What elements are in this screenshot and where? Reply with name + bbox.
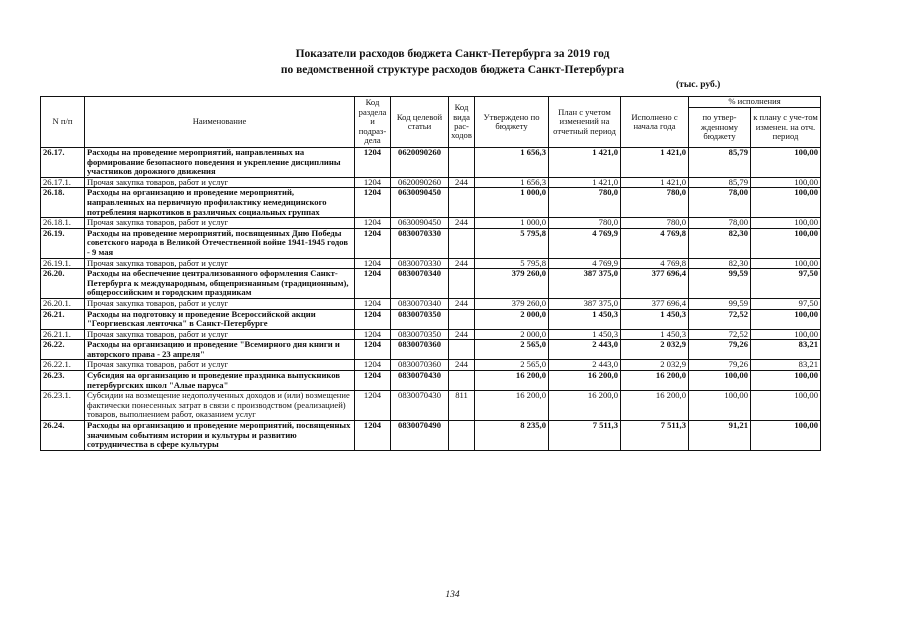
row-kod-celevoy: 0830070430	[391, 391, 449, 421]
row-utverzhdeno: 1 656,3	[475, 148, 549, 178]
row-pct-utv: 91,21	[689, 421, 751, 451]
row-pct-utv: 82,30	[689, 228, 751, 258]
row-kod-vida	[449, 421, 475, 451]
document-title-line-2: по ведомственной структуре расходов бюджета Санкт-Петербурга	[280, 64, 625, 76]
row-pct-plan: 83,21	[751, 340, 821, 360]
row-number: 26.24.	[41, 421, 85, 451]
row-ispolneno: 377 696,4	[621, 298, 689, 309]
row-kod-razdela: 1204	[355, 340, 391, 360]
row-pct-plan: 100,00	[751, 148, 821, 178]
row-kod-razdela: 1204	[355, 148, 391, 178]
row-kod-razdela: 1204	[355, 360, 391, 371]
row-number: 26.18.1.	[41, 218, 85, 229]
table-row	[41, 371, 821, 391]
table-row	[41, 269, 821, 299]
row-pct-plan: 100,00	[751, 421, 821, 451]
row-pct-plan: 83,21	[751, 360, 821, 371]
table-row	[41, 391, 821, 421]
row-plan: 387 375,0	[549, 298, 621, 309]
row-kod-razdela: 1204	[355, 228, 391, 258]
row-ispolneno: 2 032,9	[621, 360, 689, 371]
row-name: Расходы на проведение мероприятий, посвященных Дню Победы советского народа в Великой Отечественной войне 1941-1945 годов - 9 мая	[85, 228, 355, 258]
row-name: Расходы на организацию и проведение мероприятий, посвященных значимым событиям истории и культуры и развитию сотрудничества в сфере культуры	[85, 421, 355, 451]
header-pct-group: % исполнения	[689, 97, 821, 108]
row-ispolneno: 780,0	[621, 188, 689, 218]
row-plan: 1 450,3	[549, 329, 621, 340]
row-utverzhdeno: 2 565,0	[475, 340, 549, 360]
row-kod-razdela: 1204	[355, 298, 391, 309]
row-kod-vida	[449, 148, 475, 178]
row-name: Субсидия на организацию и проведение праздника выпускников петербургских школ "Алые паруса"	[85, 371, 355, 391]
header-kod-celevoy: Код целевой статьи	[391, 97, 449, 148]
row-kod-vida: 244	[449, 360, 475, 371]
row-pct-utv: 78,00	[689, 188, 751, 218]
row-number: 26.22.1.	[41, 360, 85, 371]
row-pct-utv: 79,26	[689, 340, 751, 360]
row-number: 26.17.	[41, 148, 85, 178]
row-number: 26.21.1.	[41, 329, 85, 340]
row-name: Расходы на обеспечение централизованного оформления Санкт-Петербурга к международным, общепризнанным (традиционным), общероссийским и городским праздникам	[85, 269, 355, 299]
row-kod-razdela: 1204	[355, 188, 391, 218]
row-utverzhdeno: 8 235,0	[475, 421, 549, 451]
row-plan: 1 421,0	[549, 148, 621, 178]
row-kod-vida: 244	[449, 329, 475, 340]
row-pct-plan: 100,00	[751, 391, 821, 421]
row-ispolneno: 16 200,0	[621, 371, 689, 391]
row-plan: 780,0	[549, 188, 621, 218]
row-kod-celevoy: 0830070330	[391, 228, 449, 258]
table-row	[41, 329, 821, 340]
row-kod-vida: 244	[449, 177, 475, 188]
row-name: Расходы на организацию и проведение мероприятий, направленных на первичную профилактику немедицинского потребления наркотиков в различных социальных группах	[85, 188, 355, 218]
row-kod-razdela: 1204	[355, 421, 391, 451]
row-pct-plan: 100,00	[751, 329, 821, 340]
row-pct-plan: 97,50	[751, 269, 821, 299]
table-row	[41, 258, 821, 269]
table-row	[41, 421, 821, 451]
row-pct-utv: 85,79	[689, 148, 751, 178]
row-name: Субсидии на возмещение недополученных доходов и (или) возмещение фактически понесенных затрат в связи с производством (реализацией) товаров, выполнением работ, оказанием услуг	[85, 391, 355, 421]
row-pct-utv: 79,26	[689, 360, 751, 371]
row-name: Прочая закупка товаров, работ и услуг	[85, 177, 355, 188]
row-number: 26.22.	[41, 340, 85, 360]
budget-table	[40, 96, 821, 451]
row-kod-celevoy: 0830070430	[391, 371, 449, 391]
table-row	[41, 298, 821, 309]
row-utverzhdeno: 2 000,0	[475, 309, 549, 329]
row-kod-razdela: 1204	[355, 391, 391, 421]
row-plan: 1 450,3	[549, 309, 621, 329]
table-row	[41, 228, 821, 258]
row-number: 26.19.	[41, 228, 85, 258]
header-name: Наименование	[85, 97, 355, 148]
page-number: 134	[445, 590, 460, 600]
row-utverzhdeno: 1 000,0	[475, 188, 549, 218]
row-ispolneno: 1 450,3	[621, 329, 689, 340]
table-row	[41, 340, 821, 360]
row-name: Прочая закупка товаров, работ и услуг	[85, 298, 355, 309]
row-pct-utv: 99,59	[689, 298, 751, 309]
row-plan: 4 769,9	[549, 228, 621, 258]
row-pct-plan: 100,00	[751, 177, 821, 188]
row-kod-razdela: 1204	[355, 258, 391, 269]
table-row	[41, 218, 821, 229]
table-row	[41, 309, 821, 329]
row-kod-celevoy: 0830070490	[391, 421, 449, 451]
row-kod-razdela: 1204	[355, 309, 391, 329]
row-ispolneno: 1 421,0	[621, 148, 689, 178]
row-kod-celevoy: 0830070340	[391, 298, 449, 309]
row-plan: 16 200,0	[549, 371, 621, 391]
units-label: (тыс. руб.)	[676, 80, 721, 90]
row-kod-vida	[449, 340, 475, 360]
header-pct-plan: к плану с уче-том изменен. на отч. период	[751, 108, 821, 148]
row-utverzhdeno: 379 260,0	[475, 298, 549, 309]
row-name: Прочая закупка товаров, работ и услуг	[85, 329, 355, 340]
header-kod-vida: Код вида рас-ходов	[449, 97, 475, 148]
row-number: 26.21.	[41, 309, 85, 329]
row-pct-plan: 100,00	[751, 228, 821, 258]
row-plan: 16 200,0	[549, 391, 621, 421]
row-pct-plan: 100,00	[751, 258, 821, 269]
row-number: 26.20.	[41, 269, 85, 299]
row-ispolneno: 1 421,0	[621, 177, 689, 188]
row-pct-utv: 100,00	[689, 391, 751, 421]
row-kod-razdela: 1204	[355, 329, 391, 340]
row-pct-plan: 100,00	[751, 218, 821, 229]
row-ispolneno: 1 450,3	[621, 309, 689, 329]
row-plan: 2 443,0	[549, 360, 621, 371]
row-kod-celevoy: 0620090260	[391, 177, 449, 188]
header-kod-razdela: Код раздела и подраз-дела	[355, 97, 391, 148]
table-row	[41, 177, 821, 188]
row-pct-plan: 97,50	[751, 298, 821, 309]
row-pct-plan: 100,00	[751, 309, 821, 329]
row-plan: 4 769,9	[549, 258, 621, 269]
row-kod-celevoy: 0830070330	[391, 258, 449, 269]
row-name: Расходы на проведение мероприятий, направленных на формирование безопасного поведения и укрепление дисциплины участников дорожного движения	[85, 148, 355, 178]
document-title-line-1: Показатели расходов бюджета Санкт-Петербурга за 2019 год	[295, 48, 610, 60]
row-utverzhdeno: 16 200,0	[475, 371, 549, 391]
row-ispolneno: 2 032,9	[621, 340, 689, 360]
table-row	[41, 148, 821, 178]
row-kod-celevoy: 0830070360	[391, 360, 449, 371]
header-ispolneno: Исполнено с начала года	[621, 97, 689, 148]
row-number: 26.17.1.	[41, 177, 85, 188]
row-kod-razdela: 1204	[355, 218, 391, 229]
row-utverzhdeno: 5 795,8	[475, 258, 549, 269]
row-ispolneno: 7 511,3	[621, 421, 689, 451]
row-kod-vida: 244	[449, 218, 475, 229]
row-kod-celevoy: 0630090450	[391, 188, 449, 218]
row-name: Расходы на организацию и проведение "Всемирного дня книги и авторского права - 23 апреля"	[85, 340, 355, 360]
row-ispolneno: 4 769,8	[621, 228, 689, 258]
row-utverzhdeno: 1 656,3	[475, 177, 549, 188]
row-kod-vida	[449, 371, 475, 391]
header-pct-utv: по утвер-жденному бюджету	[689, 108, 751, 148]
row-pct-utv: 72,52	[689, 329, 751, 340]
row-number: 26.23.	[41, 371, 85, 391]
row-pct-plan: 100,00	[751, 371, 821, 391]
row-pct-plan: 100,00	[751, 188, 821, 218]
row-utverzhdeno: 1 000,0	[475, 218, 549, 229]
row-kod-razdela: 1204	[355, 269, 391, 299]
row-kod-celevoy: 0830070350	[391, 309, 449, 329]
table-row	[41, 360, 821, 371]
row-utverzhdeno: 5 795,8	[475, 228, 549, 258]
row-plan: 2 443,0	[549, 340, 621, 360]
row-kod-vida: 244	[449, 298, 475, 309]
row-kod-vida: 811	[449, 391, 475, 421]
row-plan: 1 421,0	[549, 177, 621, 188]
row-kod-vida	[449, 228, 475, 258]
row-kod-vida	[449, 269, 475, 299]
row-pct-utv: 99,59	[689, 269, 751, 299]
row-kod-vida	[449, 309, 475, 329]
row-number: 26.18.	[41, 188, 85, 218]
row-ispolneno: 377 696,4	[621, 269, 689, 299]
row-kod-celevoy: 0830070340	[391, 269, 449, 299]
row-kod-celevoy: 0620090260	[391, 148, 449, 178]
row-pct-utv: 82,30	[689, 258, 751, 269]
row-kod-vida: 244	[449, 258, 475, 269]
row-name: Прочая закупка товаров, работ и услуг	[85, 360, 355, 371]
row-pct-utv: 85,79	[689, 177, 751, 188]
row-name: Прочая закупка товаров, работ и услуг	[85, 258, 355, 269]
header-utverzhdeno: Утверждено по бюджету	[475, 97, 549, 148]
row-kod-celevoy: 0630090450	[391, 218, 449, 229]
row-number: 26.23.1.	[41, 391, 85, 421]
row-utverzhdeno: 2 000,0	[475, 329, 549, 340]
row-pct-utv: 78,00	[689, 218, 751, 229]
row-plan: 780,0	[549, 218, 621, 229]
row-plan: 387 375,0	[549, 269, 621, 299]
row-kod-vida	[449, 188, 475, 218]
header-n: N п/п	[41, 97, 85, 148]
row-pct-utv: 100,00	[689, 371, 751, 391]
row-name: Расходы на подготовку и проведение Всероссийской акции "Георгиевская ленточка" в Санкт-Петербурге	[85, 309, 355, 329]
row-utverzhdeno: 379 260,0	[475, 269, 549, 299]
row-number: 26.20.1.	[41, 298, 85, 309]
row-name: Прочая закупка товаров, работ и услуг	[85, 218, 355, 229]
row-ispolneno: 4 769,8	[621, 258, 689, 269]
row-pct-utv: 72,52	[689, 309, 751, 329]
row-ispolneno: 780,0	[621, 218, 689, 229]
row-kod-celevoy: 0830070360	[391, 340, 449, 360]
row-plan: 7 511,3	[549, 421, 621, 451]
row-ispolneno: 16 200,0	[621, 391, 689, 421]
row-kod-razdela: 1204	[355, 177, 391, 188]
row-number: 26.19.1.	[41, 258, 85, 269]
row-kod-razdela: 1204	[355, 371, 391, 391]
row-utverzhdeno: 16 200,0	[475, 391, 549, 421]
header-plan: План с учетом изменений на отчетный период	[549, 97, 621, 148]
row-kod-celevoy: 0830070350	[391, 329, 449, 340]
table-row	[41, 188, 821, 218]
row-utverzhdeno: 2 565,0	[475, 360, 549, 371]
